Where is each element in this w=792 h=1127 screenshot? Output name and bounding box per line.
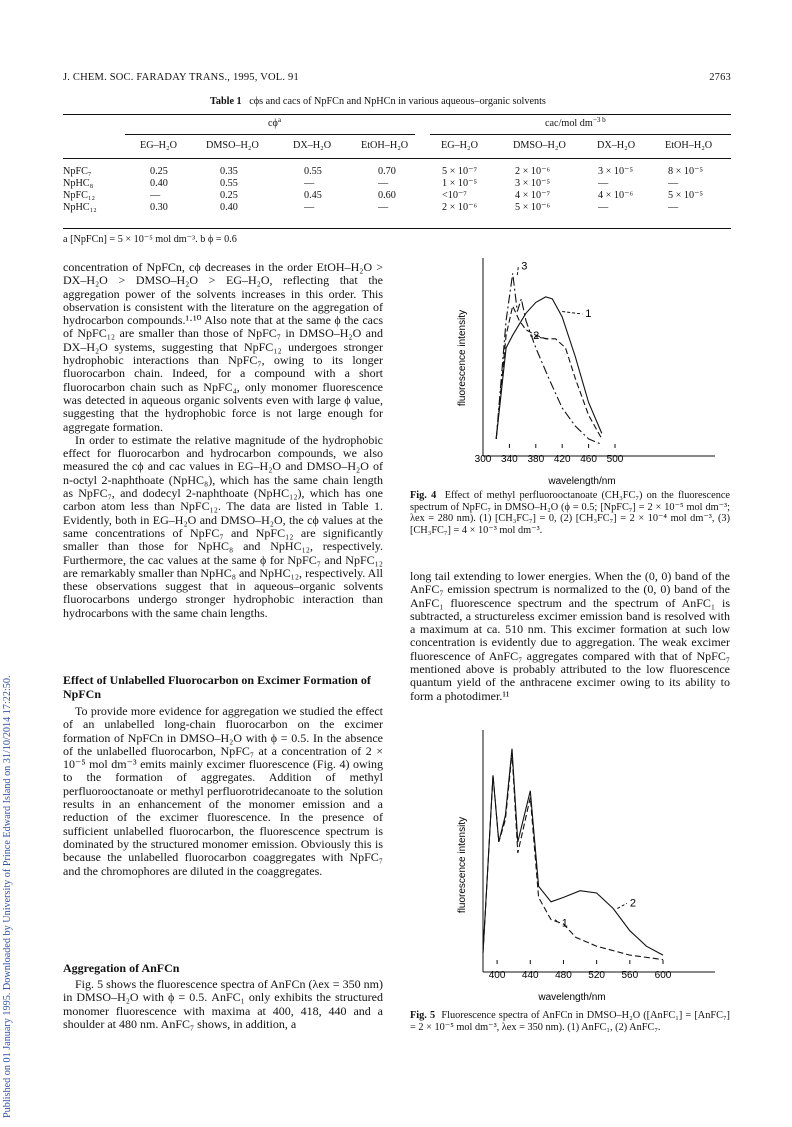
- table-cell: 2 × 10⁻⁶: [442, 202, 478, 213]
- fig4-ylabel: fluorescence intensity: [457, 309, 468, 407]
- series-line-2: [483, 749, 663, 955]
- table-cell: 0.55: [220, 178, 238, 189]
- series-label: 1: [585, 307, 592, 320]
- section-title: Effect of Unlabelled Fluorocarbon on Excimer Formation of NpFCn: [63, 673, 371, 701]
- table-col-header: DX–H₂O: [293, 140, 332, 151]
- section-title: Aggregation of AnFCn: [63, 961, 180, 975]
- table-cell: 0.25: [150, 166, 168, 177]
- x-tick-label: 480: [555, 970, 572, 981]
- table-cell: —: [378, 178, 389, 189]
- table-cell: 5 × 10⁻⁷: [442, 166, 478, 177]
- table-col-header: DMSO–H₂O: [206, 140, 259, 151]
- table-bottom-rule: [63, 228, 731, 229]
- table-row-label: NpFC₇: [63, 166, 92, 177]
- table-header-rule: [63, 158, 731, 159]
- table-caption-label: Table 1: [210, 96, 242, 107]
- table-col-header: DX–H₂O: [597, 140, 636, 151]
- fig5-xlabel: wavelength/nm: [538, 992, 606, 1003]
- table-cell: 3 × 10⁻⁵: [598, 166, 634, 177]
- series-label: 3: [521, 260, 528, 273]
- x-tick-label: 400: [488, 970, 506, 981]
- table-col-header: DMSO–H₂O: [513, 140, 566, 151]
- table-group-rule-left: [125, 134, 415, 135]
- series-leader: [562, 312, 582, 314]
- table-cell: 4 × 10⁻⁷: [515, 190, 551, 201]
- fig5-ylabel: fluorescence intensity: [457, 816, 468, 914]
- series-label: 2: [629, 897, 636, 910]
- page-number: 2763: [709, 72, 731, 83]
- fig5-chart: [450, 730, 720, 1008]
- table-cell: 0.45: [304, 190, 322, 201]
- fig5-caption-text: Fluorescence spectra of AnFCn in DMSO–H₂O ([AnFC₁] = [AnFC₇] = 2 × 10⁻⁵ mol dm⁻³, λex = 350 nm). (1) AnFC₁, (2) AnFC₇.: [410, 1010, 730, 1033]
- table-caption-text: cϕs and cacs of NpFCn and NpHCn in various aqueous–organic solvents: [249, 96, 546, 107]
- table-footnote: a [NpFCn] = 5 × 10⁻⁵ mol dm⁻³. b ϕ = 0.6: [63, 234, 237, 245]
- x-tick-label: 560: [621, 970, 639, 981]
- fig5-series: [483, 749, 663, 960]
- x-tick-label: 380: [527, 454, 545, 465]
- series-line-1: [483, 753, 663, 960]
- series-line-2: [496, 306, 602, 439]
- fig4-chart: [450, 258, 720, 488]
- table-row-label: NpHC₁₂: [63, 202, 97, 213]
- fig4-xlabel: wavelength/nm: [548, 476, 616, 487]
- table-cell: 0.40: [150, 178, 168, 189]
- table-cell: 0.60: [378, 190, 396, 201]
- paragraph: In order to estimate the relative magnitude of the hydrophobic effect for fluorocarbon and hydrocarbon compounds, we also measured the cϕ and cac values in EG–H₂O and DMSO–H₂O of n-octyl 2-naphthoate (NpHC₈), which has the same chain length as NpFC₇, and dodecyl 2-naphthoate (NpHC₁₂), which has one carbon atom less than NpFC₁₂. The data are listed in Table 1. Evidently, both in EG–H₂O and DMSO–H₂O, the cϕ values at the same concentrations of NpFC₇ and NpFC₁₂ are significantly smaller than those for NpHC₈ and NpHC₁₂, respectively. Furthermore, the cac values at the same ϕ for NpFC₇ and NpFC₁₂ are remarkably smaller than NpHC₈ and NpHC₁₂, respectively. All these observations suggest that in aqueous–organic solvents fluorocarbons undergo stronger hydrophobic interaction than hydrocarbons with the same chain lengths.: [63, 432, 383, 620]
- table-group-rule-right: [430, 134, 731, 135]
- series-leader: [517, 267, 518, 275]
- table-cell: 8 × 10⁻⁵: [668, 166, 704, 177]
- fig4-caption: [410, 490, 730, 536]
- fig4-ticks: [475, 444, 624, 465]
- table-cell: 5 × 10⁻⁶: [515, 202, 551, 213]
- table-col-header: EG–H₂O: [441, 140, 478, 151]
- table-caption: [210, 96, 546, 107]
- table-col-header: EtOH–H₂O: [665, 140, 713, 151]
- x-tick-label: 500: [606, 454, 624, 465]
- table-cell: 5 × 10⁻⁵: [668, 190, 704, 201]
- table-cell: 2 × 10⁻⁶: [515, 166, 551, 177]
- fig5-ticks: [489, 960, 672, 981]
- table-cell: 0.70: [378, 166, 396, 177]
- table-cell: 0.30: [150, 202, 168, 213]
- table-top-rule: [63, 114, 731, 115]
- table-cell: —: [150, 190, 161, 201]
- fig5-caption: [410, 1010, 730, 1033]
- left-column-section1: [63, 705, 383, 878]
- x-tick-label: 440: [521, 970, 539, 981]
- table-cell: —: [378, 202, 389, 213]
- paragraph: To provide more evidence for aggregation we studied the effect of an unlabelled long-chain fluorocarbon on the excimer formation of NpFCn in DMSO–H₂O with ϕ = 0.5. In the absence of the unlabelled fluorocarbon, NpFC₇ at a concentration of 2 × 10⁻⁵ mol dm⁻³ emits mainly excimer fluorescence (Fig. 4) owing to the formation of aggregates. Addition of methyl perfluorooctanoate or methyl perfluorotridecanoate to the solution results in an enhancement of the monomer emission and a reduction of the excimer fluorescence. In the presence of sufficient unlabelled fluorocarbon, the fluorescence spectrum is dominated by the structured monomer emission. Obviously this is because the unlabelled fluorocarbon coaggregates with NpFC₇ and the chromophores are diluted in the coaggregates.: [63, 704, 383, 878]
- table-col-header: EG–H₂O: [140, 140, 177, 151]
- table-row-label: NpFC₁₂: [63, 190, 96, 201]
- table-cell: —: [598, 202, 609, 213]
- download-watermark: Published on 01 January 1995. Downloaded by University of Prince Edward Island on 31/10/2014 17:22:50.: [2, 675, 13, 1118]
- table-cell: —: [304, 202, 315, 213]
- series-line-3: [496, 273, 602, 444]
- table-row-label: NpHC₈: [63, 178, 94, 189]
- x-tick-label: 520: [588, 970, 605, 981]
- table-group-cphi: $c\phi^a$: [268, 116, 282, 129]
- fig4-caption-label: Fig. 4: [410, 490, 437, 501]
- x-tick-label: 420: [553, 454, 571, 465]
- table-group-cac: cac/mol $dm^{-3 b}$: [545, 116, 606, 129]
- x-tick-label: 460: [580, 454, 597, 465]
- right-column: [410, 570, 730, 703]
- table-cell: —: [668, 178, 679, 189]
- table-cell: 0.40: [220, 202, 238, 213]
- table-cell: —: [668, 202, 679, 213]
- table-cell: 0.35: [220, 166, 238, 177]
- left-column-section2: [63, 978, 383, 1031]
- table-cell: 0.55: [304, 166, 322, 177]
- table-cell: 3 × 10⁻⁵: [515, 178, 551, 189]
- table-cell: —: [304, 178, 315, 189]
- journal-header: J. CHEM. SOC. FARADAY TRANS., 1995, VOL. 91: [63, 72, 299, 83]
- table-cell: 4 × 10⁻⁶: [598, 190, 634, 201]
- paragraph: long tail extending to lower energies. When the (0, 0) band of the AnFC₇ emission spectrum is normalized to the (0, 0) band of the AnFC₁ fluorescence spectrum and the spectrum of AnFC₁ is subtracted, a structureless excimer emission band is resolved with a maximum at ca. 510 nm. This excimer formation at such low concentration is evidently due to aggregation. The weak excimer fluorescence of AnFC₇ aggregates compared with that of NpFC₇ mentioned above is probably attributed to the low fluorescence quantum yield of the anthracene excimer owing to its ability to form a photodimer.¹¹: [410, 569, 730, 703]
- table-cell: 1 × 10⁻⁵: [442, 178, 478, 189]
- table-cell: 0.25: [220, 190, 238, 201]
- series-label: 1: [561, 917, 568, 930]
- table-col-header: EtOH–H₂O: [361, 140, 409, 151]
- fig5-caption-label: Fig. 5: [410, 1010, 436, 1021]
- fig4-series: [496, 261, 602, 445]
- x-tick-label: 300: [474, 454, 492, 465]
- series-leader: [617, 903, 626, 908]
- table-cell: —: [598, 178, 609, 189]
- x-tick-label: 340: [501, 454, 518, 465]
- x-tick-label: 600: [654, 970, 672, 981]
- table-cell: <10⁻⁷: [442, 190, 467, 201]
- paragraph: concentration of NpFCn, cϕ decreases in the order EtOH–H₂O > DX–H₂O > DMSO–H₂O > EG–H₂O, reflecting that the aggregation power of the solvents increases in this order. This observation is consistent with the literature on the aggregation of hydrocarbon compounds.¹·¹⁰ Also note that at the same ϕ the cacs of NpFC₁₂ are smaller than those of NpFC₇ in DMSO–H₂O and DX–H₂O systems, suggesting that NpFC₁₂ undergoes stronger hydrophobic interactions than NpFC₇, owing to its longer fluorocarbon chain. Indeed, for a compound with a short fluorocarbon chain such as NpFC₄, only monomer fluorescence was detected in aqueous organic solvents even with large ϕ value, suggesting that the hydrophobic force is not large enough for aggregate formation.: [63, 260, 383, 434]
- table-body: [0, 166, 792, 226]
- series-label: 2: [533, 329, 540, 342]
- left-column: [63, 261, 383, 620]
- paragraph: Fig. 5 shows the fluorescence spectra of AnFCn (λex = 350 nm) in DMSO–H₂O with ϕ = 0.5. AnFC₁ only exhibits the structured monomer fluorescence with maxima at 400, 418, 440 and a shoulder at 480 nm. AnFC₇ shows, in addition, a: [63, 977, 383, 1031]
- fig4-caption-text: Effect of methyl perfluorooctanoate (CH₃FC₇) on the fluorescence spectrum of NpFC₇ in DMSO–H₂O (ϕ = 0.5; [NpFC₇] = 2 × 10⁻⁵ mol dm⁻³; λex = 280 nm). (1) [CH₃FC₇] = 0, (2) [CH₃FC₇] = 2 × 10⁻⁴ mol dm⁻³, (3) [CH₃FC₇] = 4 × 10⁻³ mol dm⁻³.: [410, 490, 730, 536]
